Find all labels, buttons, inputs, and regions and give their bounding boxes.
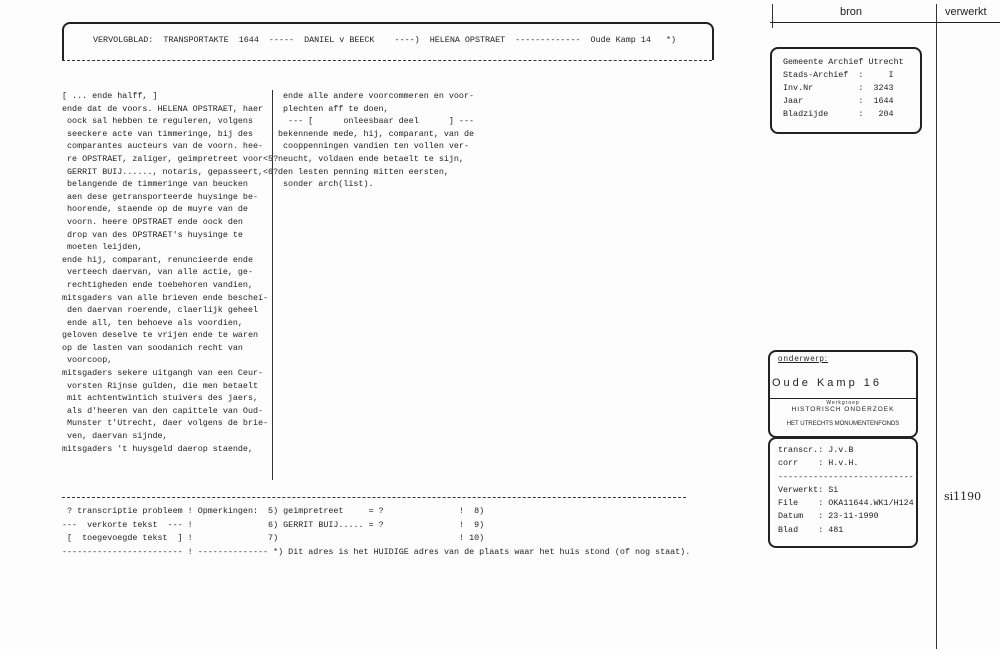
text-line: mitsgaders van alle brieven ende bescheí- — [62, 292, 269, 303]
fund-name: HET UTRECHTS MONUMENTENFONDS — [786, 421, 900, 427]
text-line: neucht, voldaen ende betaelt te sijn, — [278, 153, 464, 164]
text-line: den daervan roerende, claerlijk geheel — [62, 305, 259, 316]
text-line: den lesten penning mitten eersten, — [278, 166, 449, 177]
text-line: [ ... ende halff, ] — [62, 91, 158, 101]
text-line: vorsten Rijnse gulden, die men betaelt — [62, 380, 259, 391]
text-line: GERRIT BUIJ......, notaris, gepasseert,<6? — [62, 166, 279, 177]
source-line: Stads-Archief : I — [783, 70, 894, 80]
source-line: Bladzijde : 204 — [783, 109, 894, 119]
text-line: cooppenningen vandien ten vollen ver- — [278, 141, 469, 152]
text-line: aen dese getransporteerde huysinge be- — [62, 191, 259, 202]
group-name: HISTORISCH ONDERZOEK — [791, 406, 895, 413]
subject-divider — [770, 398, 916, 399]
processing-line: transcr.: J.v.B — [778, 445, 854, 455]
text-line: geloven deselve te vrijen ende te waren — [62, 330, 259, 341]
text-line: seeckere acte van timmeringe, bij des — [62, 128, 253, 139]
text-line: ende hij, comparant, renuncieerde ende — [62, 254, 253, 265]
text-line: ende alle andere voorcommeren en voor- — [278, 91, 475, 101]
column-divider — [272, 90, 273, 480]
legend-divider — [62, 497, 686, 498]
text-line: rechtigheden ende toebehoren vandien, — [62, 279, 253, 290]
subject-title: Oude Kamp 16 — [772, 377, 882, 389]
processing-line: Datum : 23-11-1990 — [778, 511, 879, 522]
header-divider — [62, 60, 712, 61]
source-box — [770, 47, 922, 134]
text-line: als d'heeren van den capittele van Oud- — [62, 405, 264, 416]
legend-line: ------------------------ ! -------------- *) Dit adres is het HUIDIGE adres van de plaats waar het huis stond (of nog staat). — [62, 546, 691, 557]
text-line: re OPSTRAET, zaliger, geimpretreet voor<5? — [62, 153, 279, 164]
column-header-bron: bron — [840, 6, 863, 18]
text-line: ven, daervan sijnde, — [62, 431, 168, 442]
source-line: Jaar : 1644 — [783, 96, 894, 106]
processing-line: Verwerkt: Si — [778, 484, 839, 495]
column-rule-middle — [936, 4, 937, 649]
column-header-verwerkt: verwerkt — [945, 6, 987, 18]
text-line: plechten aff te doen, — [278, 103, 389, 114]
text-line: mitsgaders 't huysgeld daerop staende, — [62, 443, 253, 454]
subject-label: onderwerp: — [778, 354, 829, 363]
text-line: moeten leijden, — [62, 242, 143, 253]
column-rule-left — [772, 4, 773, 28]
text-line: ende dat de voors. HELENA OPSTRAET, haer — [62, 103, 264, 114]
group-small: Werkgroep — [826, 400, 860, 406]
text-line: bekennende mede, hij, comparant, van de — [278, 128, 475, 139]
legend-line: --- verkorte tekst --- ! 6) GERRIT BUIJ..... = ? ! 9) — [62, 519, 485, 530]
header-title: VERVOLGBLAD: TRANSPORTAKTE 1644 ----- DANIEL v BEECK ----) HELENA OPSTRAET ------------- Oude Kamp 14 *) — [93, 35, 676, 45]
text-line: ende all, ten behoeve als voordien, — [62, 317, 243, 328]
transcription-right-column — [278, 90, 474, 191]
column-header-rule — [770, 22, 1000, 23]
text-line: op de lasten van soodanich recht van — [62, 342, 243, 353]
text-line: drop van des OPSTRAET's huysinge te — [62, 229, 243, 240]
text-line: sonder arch(list). — [278, 179, 374, 190]
text-line: oock sal hebben te reguleren, volgens — [62, 116, 253, 127]
stamp-code: si1190 — [944, 490, 982, 503]
text-line: Munster t'Utrecht, daer volgens de brie- — [62, 418, 269, 429]
processing-line: File : OKA11644.WK1/H124 — [778, 498, 914, 509]
legend-line: ? transcriptie probleem ! Opmerkingen: 5) geimpretreet = ? ! 8) — [62, 506, 485, 516]
source-line: Inv.Nr : 3243 — [783, 83, 894, 93]
processing-line: --------------------------- — [778, 471, 914, 482]
text-line: mitsgaders sekere uitgangh van een Ceur- — [62, 368, 264, 379]
transcription-left-column — [62, 90, 278, 455]
legend-line: [ toegevoegde tekst ] ! 7) ! 10) — [62, 533, 485, 543]
processing-line: corr : H.v.H. — [778, 458, 859, 469]
subject-box — [768, 350, 918, 438]
text-line: belangende de timmeringe van beucken — [62, 179, 248, 190]
text-line: verteech daervan, van alle actie, ge- — [62, 267, 253, 278]
processing-box — [768, 437, 918, 548]
text-line: mit achtentwintich stuivers des jaers, — [62, 393, 259, 404]
processing-line: Blad : 481 — [778, 524, 844, 535]
text-line: voorcoop, — [62, 355, 113, 366]
text-line: voorn. heere OPSTRAET ende oock den — [62, 216, 243, 227]
source-line: Gemeente Archief Utrecht — [783, 57, 904, 67]
legend-block — [62, 505, 690, 559]
text-line: --- [ onleesbaar deel ] --- — [278, 116, 475, 127]
text-line: comparantes aucteurs van de voorn. hee- — [62, 141, 264, 152]
text-line: hoorende, staende op de muyre van de — [62, 204, 248, 215]
